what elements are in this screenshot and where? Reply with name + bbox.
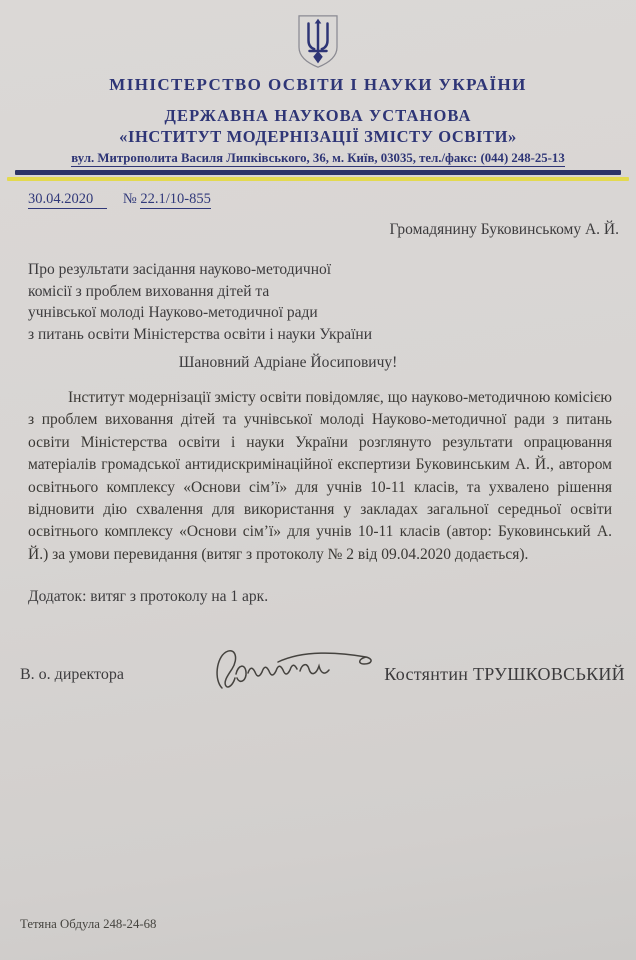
letterhead <box>0 0 636 181</box>
salutation: Шановний Адріане Йосиповичу! <box>178 354 398 371</box>
signature-row <box>0 650 636 699</box>
org-type: ДЕРЖАВНА НАУКОВА УСТАНОВА <box>164 106 472 125</box>
signer-position: В. о. директора <box>20 665 124 683</box>
body-paragraph: Інститут модернізації змісту освіти повідомляє, що науково-методичною комісією з проблем виховання дітей та учнівської молоді Науково-методичної ради з питань освіти Міністерства освіти і науки України розглянуто результати опрацювання матеріалів громадської антидискримінаційної експертизи Буковинським А. Й., автором освітнього комплексу «Основи сім’ї» для учнів 10-11 класів, та ухвалено рішення відновити дію схвалення для використання у закладах загальної середньої освіти освітнього комплексу «Основи сім’ї» для учнів 10-11 класів (автор: Буковинський А. Й.) за умови перевидання (витяг з протоколу № 2 від 09.04.2020 додається). <box>28 389 612 563</box>
divider-navy <box>15 170 621 175</box>
subject-line: з питань освіти Міністерства освіти і науки України <box>28 325 373 343</box>
attachment-line: Додаток: витяг з протоколу на 1 арк. <box>28 588 269 606</box>
org-address-text: вул. Митрополита Василя Липківського, 36, м. Київ, 03035, тел./факс: (044) 248-25-13 <box>71 151 565 165</box>
org-name: «ІНСТИТУТ МОДЕРНІЗАЦІЇ ЗМІСТУ ОСВІТИ» <box>119 127 517 146</box>
subject-block <box>28 259 448 345</box>
letter-number: 22.1/10-855 <box>140 191 211 207</box>
subject-line: комісії з проблем виховання дітей та <box>28 282 270 300</box>
signature-scribble <box>208 642 383 699</box>
subject-line: учнівської молоді Науково-методичної ради <box>28 304 318 321</box>
signer-name: Костянтин ТРУШКОВСЬКИЙ <box>384 664 625 685</box>
org-address <box>0 151 636 166</box>
letter-date: 30.04.2020 <box>28 191 107 209</box>
number-sign: № <box>122 191 137 207</box>
ministry-name: МІНІСТЕРСТВО ОСВІТИ І НАУКИ УКРАЇНИ <box>109 75 527 94</box>
subject-line: Про результати засідання науково-методичної <box>28 261 332 278</box>
executor-contact: Тетяна Обдула 248-24-68 <box>20 917 157 931</box>
reference-line <box>28 191 636 208</box>
divider-yellow <box>7 177 629 181</box>
ukraine-trident-emblem <box>292 13 344 70</box>
addressee: Громадянину Буковинському А. Й. <box>389 221 619 238</box>
